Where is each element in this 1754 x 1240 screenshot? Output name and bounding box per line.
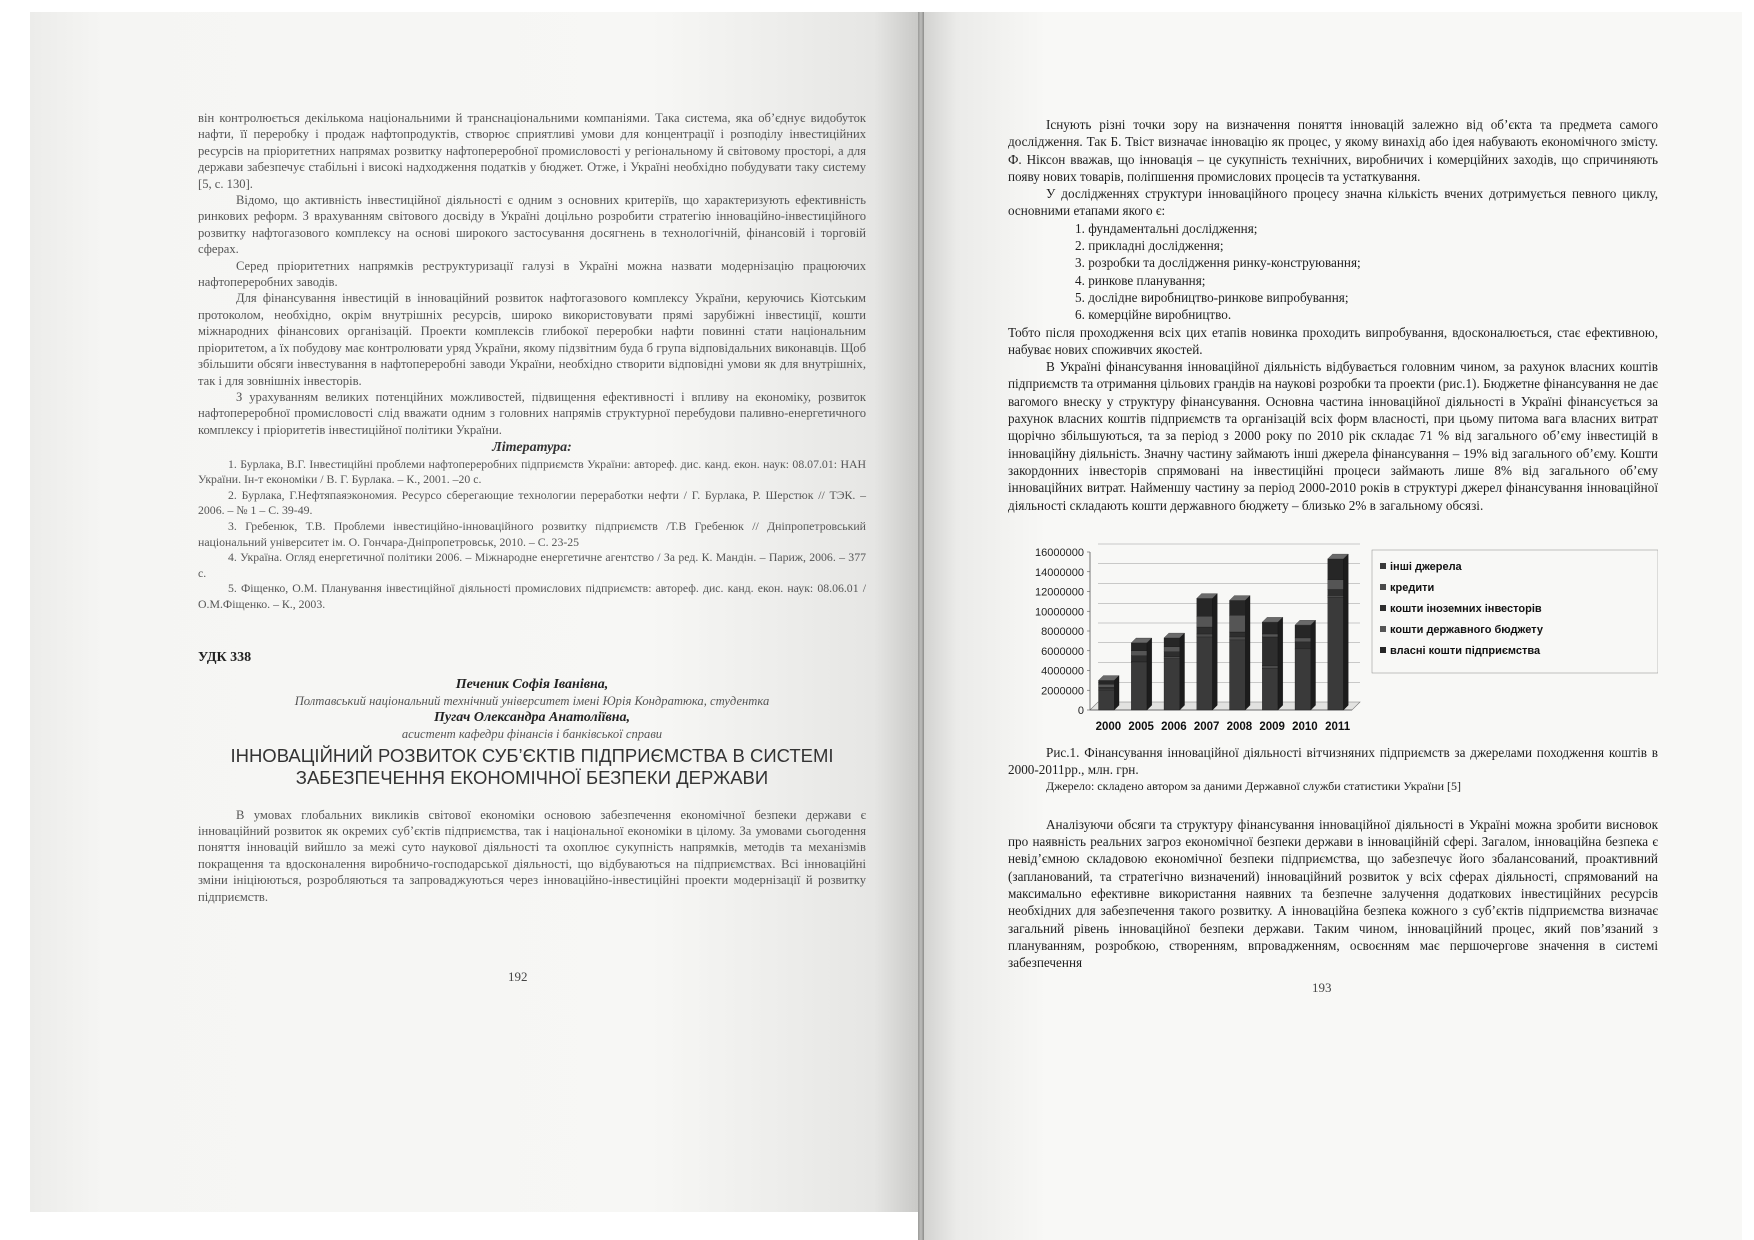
y-tick-label: 8000000 (1041, 625, 1084, 638)
bar-segment (1197, 598, 1213, 616)
y-tick-label: 14000000 (1035, 566, 1084, 579)
bar-segment (1262, 634, 1278, 637)
x-tick-label: 2008 (1226, 720, 1253, 733)
bar-segment (1197, 637, 1213, 710)
paragraph: Існують різні точки зору на визначення поняття інновацій залежно від об’єкта та предмета самого дослідження. Так Б. Твіст визначає інновацію як процес, у якому винахід або ідея набувають економічного змісту. Ф. Ніксон вважав, що інновація – це сукупність технічних, виробничих і комерційних заходів, що спричиняють появу нових товарів, поліпшення промислових процесів та устаткування. (1008, 117, 1658, 184)
bar-segment (1164, 657, 1180, 659)
bar-segment (1099, 684, 1115, 687)
bar-segment (1230, 615, 1246, 632)
paragraph: З урахуванням великих потенційних можливостей, підвищення ефективності і впливу на економіку, розвиток нафтопереробної промисловості слід вважати одним з головних напрямів структурної перебудови паливно-енергетичного комплексу і пріоритетів інвестиційної політики України. (198, 389, 866, 437)
bar-side (1343, 554, 1348, 710)
legend-swatch (1380, 626, 1386, 632)
x-tick-label: 2009 (1259, 720, 1285, 733)
reference-item: 2. Бурлака, Г.Нефтяпаяэкономия. Ресурсо сберегающие технологии переработки нефти / Г. Бурлака, Р. Шерстюк // ТЭК. – 2006. – № 1 – С. 39-49. (198, 487, 866, 518)
list-item: 2. прикладні дослідження; (1075, 238, 1224, 254)
bar-segment (1295, 650, 1311, 710)
x-tick-label: 2006 (1161, 720, 1187, 733)
y-tick-label: 6000000 (1041, 645, 1084, 658)
bar-segment (1164, 652, 1180, 657)
legend-label: інші джерела (1390, 560, 1462, 573)
y-tick-label: 0 (1077, 704, 1084, 717)
list-item: 3. розробки та дослідження ринку-конструювання; (1075, 255, 1361, 271)
left-page (30, 12, 918, 1212)
bar-segment (1197, 627, 1213, 634)
bar-segment (1230, 640, 1246, 710)
bar-segment (1262, 637, 1278, 666)
stages-list (1008, 220, 1658, 324)
bar-segment (1328, 559, 1344, 580)
bar-side (1311, 620, 1316, 710)
list-item: 6. комерційне виробництво. (1075, 307, 1232, 323)
paragraph: Серед пріоритетних напрямків реструктуризації галузі в Україні можна назвати модернізацію працюючих нафтопереробних заводів. (198, 258, 866, 290)
right-page-text (1008, 116, 1658, 971)
bar-side (1147, 638, 1152, 710)
page-number: 193 (1312, 980, 1332, 995)
bar-segment (1328, 595, 1344, 597)
legend-swatch (1380, 563, 1386, 569)
paragraph: В умовах глобальних викликів світової економіки основою забезпечення економічної безпеки держави є інноваційний розвиток як окремих суб’єктів підприємства, так і національної економіки в цілому. За умовами сьогодення поняття інновацій вийшло за межі суто наукової діяльності та охоплює сукупність напрямків, методів та механізмів покращення та вдосконалення виробничо-господарської діяльності, що відбуваються на підприємствах. Всі інноваційні зміни ініціюються, розробляються та запроваджуються через інноваційно-інвестиційні проекти модернізації й розвитку підприємств. (198, 807, 866, 904)
figure-caption: Рис.1. Фінансування інноваційної діяльності вітчизняних підприємств за джерелами походження коштів в 2000-2011рр., млн. грн. (1008, 744, 1658, 778)
reference-item: 4. Україна. Огляд енергетичної політики 2006. – Міжнародне енергетичне агентство / За ред. К. Мандін. – Париж, 2006. – 377 с. (198, 550, 866, 580)
paragraph: Для фінансування інвестицій в інноваційний розвиток нафтогазового комплексу України, керуючись Кіотським протоколом, необхідно, окрім внутрішніх ресурсів, широко використовувати прямі зарубіжні інвестиції, кошти міжнародних фінансових організацій. Проекти комплексів глибокої переробки нафти повинні стати національним пріоритетом, а їх побудову має контролювати уряд України, якому підзвітним буда б група відповідальних виконавців. Щоб збільшити обсяги інвестування в нафтопереробні заводи України, необхідно створити відповідні умови як для внутрішніх, так і для зовнішніх інвесторів. (198, 291, 866, 388)
reference-item: 5. Фіщенко, О.М. Планування інвестиційної діяльності промислових підприємств: автореф. дис. канд. екон. наук: 08.06.01 / О.М.Фіщенко. – К., 2003. (198, 581, 866, 611)
bar-segment (1230, 600, 1246, 615)
paragraph: У дослідженнях структури інноваційного процесу значна кількість вчених дотримується певного циклу, основними етапами якого є: (1008, 186, 1658, 219)
paragraph: В Україні фінансування інноваційної діяльність відбувається головним чином, за рахунок власних коштів підприємств та отримання цільових грандів на наукові розробки та проекти (рис.1). Бюджетне фінансування не дає вагомого внеску у структуру фінансування. Основна частина інноваційної діяльності в Україні фінансується за рахунок власних коштів підприємств та організацій всіх форм власності, при цьому питома вага власних витрат щорічно збільшуються, та за період з 2000 року по 2010 рік складає 71 % від загального об’єму інвестицій в інноваційну діяльність. Значну частину займають інші джерела фінансування – 19% від загального об’єму. Кошти закордонних інвесторів спрямовані на інвестиційні процеси займають лише 8% від загального об’єму інноваційних витрат. Найменшу частину за період 2000-2010 років в структурі джерел фінансування інноваційної діяльності складають кошти державного бюджету – близько 2% в загальному обсязі. (1008, 359, 1658, 513)
bar-segment (1131, 651, 1147, 656)
bar-segment (1328, 589, 1344, 595)
x-tick-label: 2000 (1095, 720, 1122, 733)
figure-source: Джерело: складено автором за даними Державної служби статистики України [5] (1046, 779, 1462, 794)
chart-floor (1090, 702, 1360, 710)
bar-segment (1131, 662, 1147, 709)
author-name: Печеник Софія Іванівна, (455, 676, 609, 692)
y-tick-label: 12000000 (1035, 586, 1084, 599)
legend-swatch (1380, 605, 1386, 611)
x-tick-label: 2007 (1193, 720, 1220, 733)
financing-chart (1008, 528, 1658, 738)
bar-side (1114, 675, 1119, 709)
legend-label: власні кошти підприємства (1390, 644, 1541, 657)
list-item: 4. ринкове планування; (1075, 272, 1206, 288)
author-affiliation: Полтавський національний технічний університет імені Юрія Кондратюка, студентка (294, 694, 770, 709)
reference-item: 1. Бурлака, В.Г. Інвестиційні проблеми нафтопереробних підприємств України: автореф. дис. канд. екон. наук: 08.07.01: НАН України. Ін-т економіки / В. Г. Бурлака. – К., 2001. –20 с. (198, 456, 866, 487)
legend-label: кредити (1390, 581, 1435, 594)
paragraph: Відомо, що активність інвестиційної діяльності є одним з основних критеріїв, що характеризують ефективність ринкових реформ. З врахуванням світового досвіду в Україні доцільно розробити стратегію інноваційно-інвестиційного розвитку нафтогазового комплексу на основі широкого застосування досягнень в технологічній, фінансовій і торговій сферах. (198, 193, 866, 257)
bar-segment (1262, 668, 1278, 709)
x-tick-label: 2005 (1128, 720, 1154, 733)
bar-side (1212, 593, 1217, 709)
bar-segment (1099, 690, 1115, 710)
reference-item: 3. Гребенюк, Т.В. Проблеми інвестиційно-інноваційного розвитку підприємств /Т.В Гребенюк // Дніпропетровський національний університет ім. О. Гончара-Дніпропетровськ, 2010. – С. 23-25 (198, 518, 866, 549)
x-tick-label: 2011 (1325, 720, 1351, 733)
bar-segment (1099, 687, 1115, 689)
bar-segment (1295, 642, 1311, 649)
y-tick-label: 10000000 (1035, 606, 1084, 619)
legend-label: кошти державного бюджету (1390, 623, 1543, 636)
y-tick-label: 4000000 (1041, 665, 1084, 678)
paragraph: він контролюється декількома національними й транснаціональними компаніями. Така система, яка об’єднує видобуток нафти, її переробку і продаж нафтопродуктів, створює сприятливі умови для концентрації і розподілу інвестиційних ресурсів на пріоритетних напрямах розвитку нафтопереробної промисловості у регіональному й світовому просторі, а для держави забезпечує стабільні і високі надходження податків у бюджет. Отже, і Україні необхідно побудувати таку систему [5, с. 130]. (198, 111, 866, 191)
list-item: 5. дослідне виробництво-ринкове випробування; (1075, 289, 1349, 305)
legend-swatch (1380, 647, 1386, 653)
bar-side (1245, 595, 1250, 709)
page-number: 192 (508, 969, 528, 984)
bar-segment (1197, 616, 1213, 627)
literature-title: Література: (492, 440, 572, 456)
chart-svg (1008, 528, 1658, 738)
bar-segment (1230, 637, 1246, 640)
bar-segment (1131, 643, 1147, 651)
bar-segment (1099, 680, 1115, 684)
bar-segment (1295, 625, 1311, 638)
bar-segment (1164, 638, 1180, 647)
bar-segment (1295, 638, 1311, 642)
bar-side (1278, 617, 1283, 710)
x-tick-label: 2010 (1292, 720, 1318, 733)
bar-side (1180, 633, 1185, 710)
bar-segment (1164, 658, 1180, 709)
legend-label: кошти іноземних інвесторів (1390, 602, 1542, 615)
bar-segment (1230, 632, 1246, 637)
article-title: ІННОВАЦІЙНИЙ РОЗВИТОК СУБ’ЄКТІВ ПІДПРИЄМСТВА В СИСТЕМІ ЗАБЕЗПЕЧЕННЯ ЕКОНОМІЧНОЇ БЕЗПЕКИ ДЕРЖАВИ (230, 744, 834, 788)
y-tick-label: 2000000 (1041, 685, 1084, 698)
right-page (924, 12, 1742, 1240)
bar-segment (1328, 597, 1344, 710)
bar-segment (1164, 647, 1180, 652)
bar-segment (1197, 634, 1213, 637)
legend-swatch (1380, 584, 1386, 590)
bar-segment (1131, 656, 1147, 662)
bar-segment (1262, 622, 1278, 634)
udk-code: УДК 338 (198, 650, 252, 666)
paragraph: Аналізуючи обсяги та структуру фінансування інноваційної діяльності в Україні можна зробити висновок про наявність реальних загроз економічної безпеки держави в інноваційній сфері. Загалом, інноваційна безпека є невід’ємною складовою економічної безпеки підприємства, що забезпечує його збалансований, проактивний (запланований, та стратегічно визначений) інноваційний розвиток у всіх сферах діяльності, спрямований на максимально ефективне використання наявних та безпечне залучення додаткових інвестиційних ресурсів необхідних для забезпечення такого розвитку. А інноваційна безпека кожного з суб’єктів підприємства визначає загальний рівень інноваційної безпеки держави. Таким чином, інноваційний процес, який пов’язаний з плануванням, розробкою, створенням, впровадженням, освоєнням має першочергове значення в системі забезпечення (1008, 816, 1658, 971)
paragraph: Тобто після проходження всіх цих етапів новинка проходить випробування, вдосконалюється, стає ефективною, набуває нових споживчих якостей. (1008, 324, 1658, 357)
y-tick-label: 16000000 (1035, 546, 1084, 559)
author-affiliation: асистент кафедри фінансів і банківської справи (401, 727, 663, 742)
list-item: 1. фундаментальні дослідження; (1075, 220, 1258, 236)
left-page-text (198, 110, 866, 905)
bar-segment (1262, 665, 1278, 668)
author-name: Пугач Олександра Анатоліївна, (433, 709, 631, 725)
bar-segment (1328, 579, 1344, 589)
